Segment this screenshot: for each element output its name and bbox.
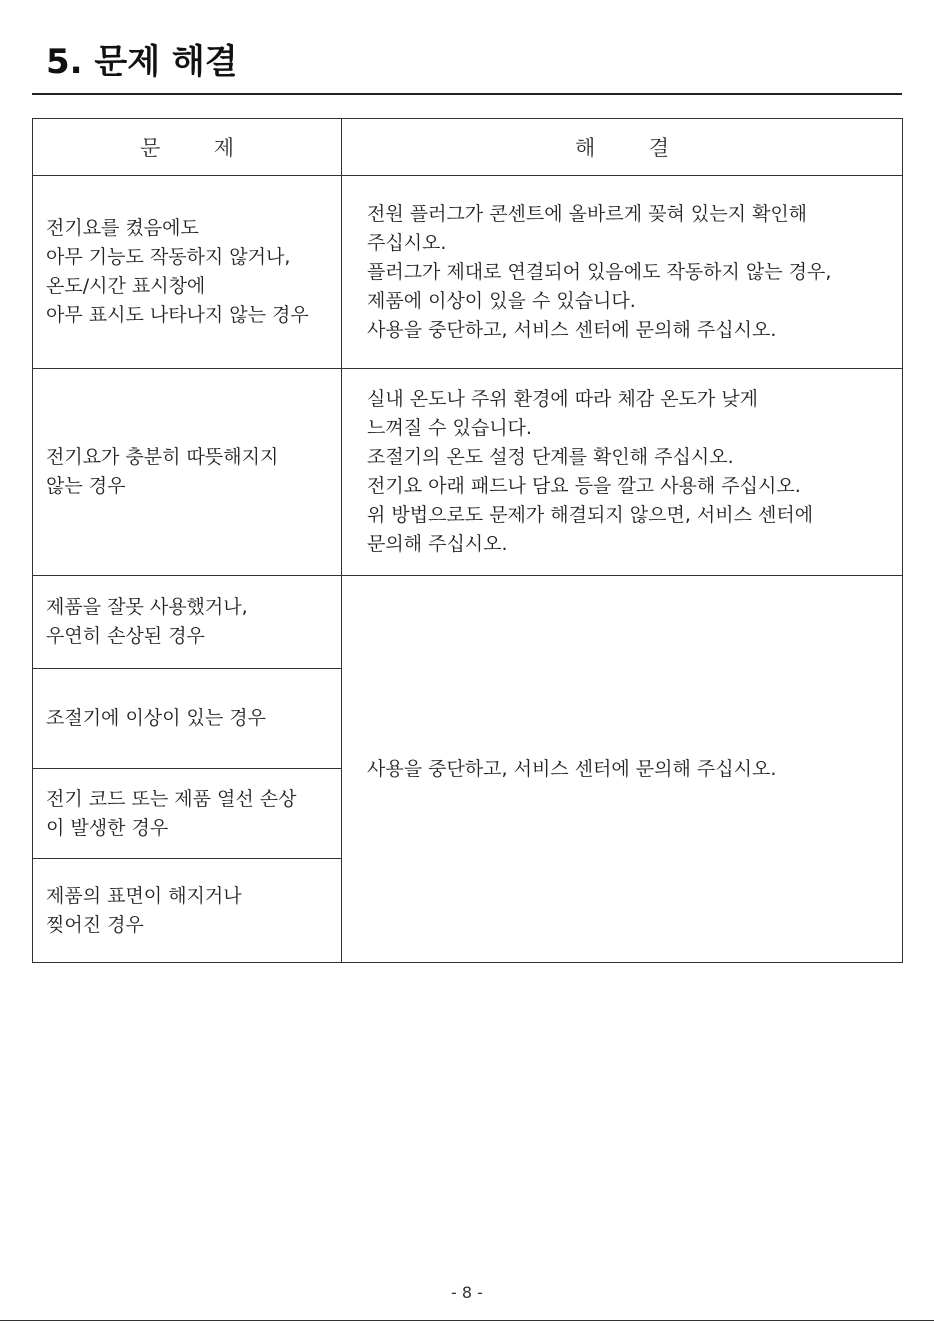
problem-line: 제품을 잘못 사용했거나, bbox=[46, 596, 248, 618]
header-problem: 문 제 bbox=[33, 119, 342, 176]
solution-line: 사용을 중단하고, 서비스 센터에 문의해 주십시오. bbox=[367, 757, 777, 780]
problem-line: 조절기에 이상이 있는 경우 bbox=[46, 707, 267, 729]
table-header-row bbox=[33, 119, 903, 176]
solution-line: 위 방법으로도 문제가 해결되지 않으면, 서비스 센터에 bbox=[367, 504, 814, 526]
solution-line: 플러그가 제대로 연결되어 있음에도 작동하지 않는 경우, bbox=[367, 260, 832, 283]
problem-line: 우연히 손상된 경우 bbox=[46, 625, 205, 647]
page-title: 5. 문제 해결 bbox=[46, 42, 238, 82]
problem-line: 찢어진 경우 bbox=[46, 913, 144, 936]
page-number: - 8 - bbox=[451, 1283, 483, 1302]
solution-line: 사용을 중단하고, 서비스 센터에 문의해 주십시오. bbox=[367, 318, 777, 341]
problem-line: 않는 경우 bbox=[46, 475, 126, 497]
troubleshooting-table bbox=[32, 118, 903, 963]
solution-line: 느껴질 수 있습니다. bbox=[367, 417, 532, 439]
problem-line: 아무 기능도 작동하지 않거나, bbox=[46, 246, 291, 268]
heading-divider bbox=[32, 93, 902, 95]
solution-line: 문의해 주십시오. bbox=[367, 533, 508, 555]
problem-line: 아무 표시도 나타나지 않는 경우 bbox=[46, 304, 309, 326]
problem-line: 전기요가 충분히 따뜻해지지 bbox=[46, 446, 279, 468]
solution-line: 주십시오. bbox=[367, 231, 447, 254]
solution-cell bbox=[342, 369, 903, 576]
shared-solution-cell bbox=[342, 576, 903, 963]
problem-cell bbox=[33, 859, 342, 963]
problem-cell bbox=[33, 769, 342, 859]
problem-line: 제품의 표면이 해지거나 bbox=[46, 884, 242, 907]
table-row bbox=[33, 369, 903, 576]
solution-cell bbox=[342, 176, 903, 369]
problem-cell bbox=[33, 576, 342, 669]
footer-divider bbox=[0, 1320, 934, 1321]
table-row bbox=[33, 176, 903, 369]
problem-line: 전기 코드 또는 제품 열선 손상 bbox=[46, 787, 297, 810]
problem-cell bbox=[33, 369, 342, 576]
problem-cell bbox=[33, 176, 342, 369]
problem-line: 이 발생한 경우 bbox=[46, 816, 169, 839]
problem-cell bbox=[33, 669, 342, 769]
table-row bbox=[33, 576, 903, 669]
solution-line: 실내 온도나 주위 환경에 따라 체감 온도가 낮게 bbox=[367, 388, 759, 410]
solution-line: 제품에 이상이 있을 수 있습니다. bbox=[367, 289, 636, 312]
solution-line: 전기요 아래 패드나 담요 등을 깔고 사용해 주십시오. bbox=[367, 475, 801, 497]
problem-line: 전기요를 켰음에도 bbox=[46, 217, 199, 239]
solution-line: 조절기의 온도 설정 단계를 확인해 주십시오. bbox=[367, 446, 734, 468]
solution-line: 전원 플러그가 콘센트에 올바르게 꽂혀 있는지 확인해 bbox=[367, 202, 808, 225]
problem-line: 온도/시간 표시창에 bbox=[46, 275, 206, 297]
header-solution: 해 결 bbox=[342, 119, 903, 176]
